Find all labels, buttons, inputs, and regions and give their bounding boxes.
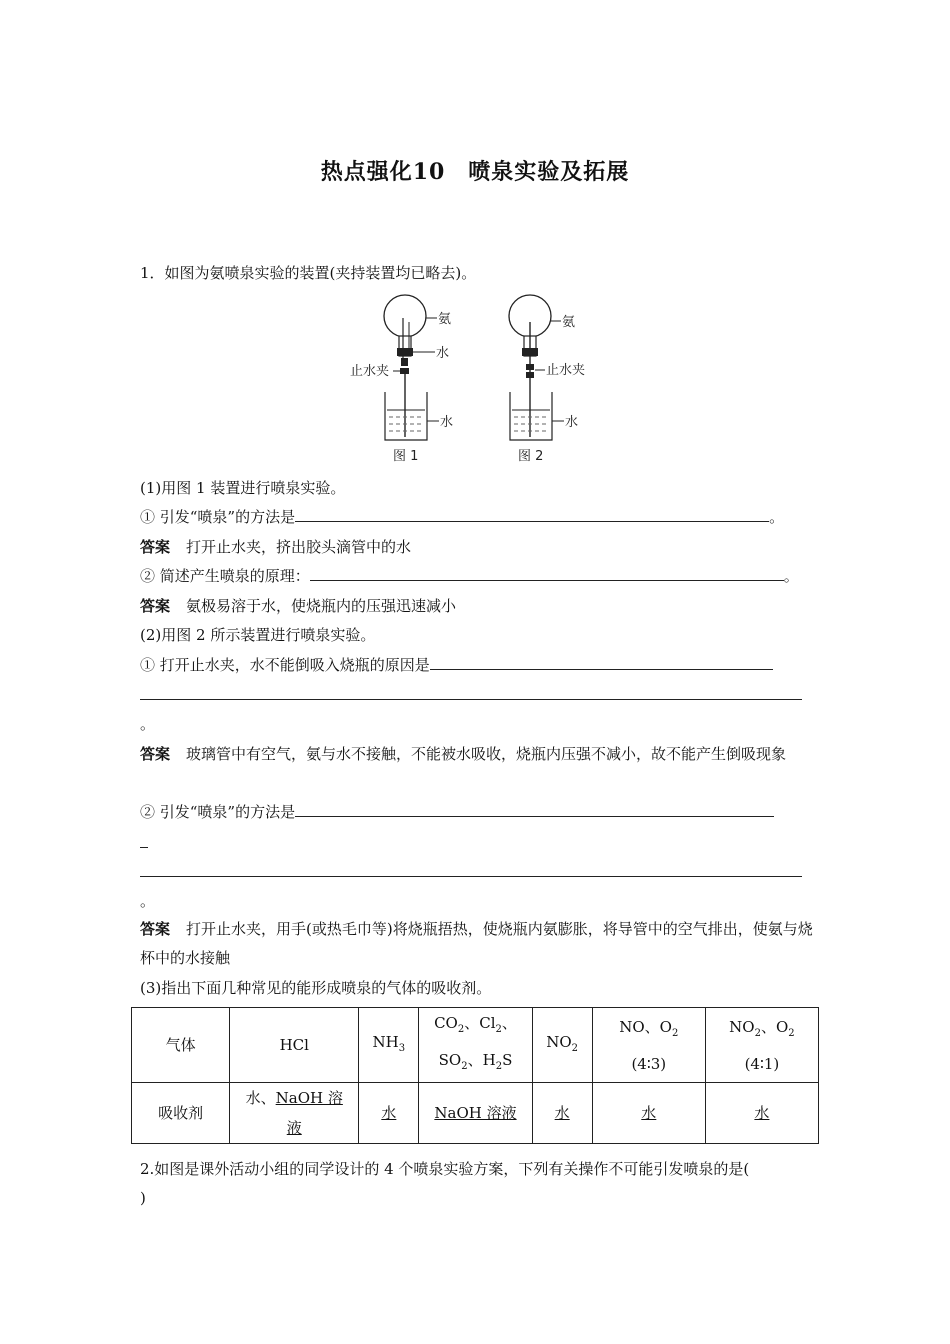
answer-blank — [430, 655, 773, 670]
table-cell: 水 — [532, 1083, 592, 1144]
part-1-heading: (1)用图 1 装置进行喷泉实验。 — [140, 479, 346, 497]
part-1-question-2 — [140, 566, 799, 586]
part-1-question-2-text: ② 简述产生喷泉的原理： — [140, 567, 310, 585]
fig1-label-water-beaker: 水 — [440, 415, 454, 430]
table-row — [132, 1083, 819, 1144]
answer-text: 打开止水夹，用手(或热毛巾等)将烧瓶捂热，使烧瓶内氨膨胀，将导管中的空气排出，使氨与烧杯中的水接触 — [140, 920, 813, 967]
answer-key-label: 答案 — [140, 597, 171, 615]
part-2-heading: (2)用图 2 所示装置进行喷泉实验。 — [140, 626, 376, 644]
table-cell: 水 — [359, 1083, 419, 1144]
period: 。 — [140, 892, 156, 910]
period: 。 — [769, 508, 785, 526]
question-2-stem: 2.如图是课外活动小组的同学设计的 4 个喷泉实验方案，下列有关操作不可能引发喷泉的是( — [140, 1160, 750, 1178]
answer-text: 打开止水夹，挤出胶头滴管中的水 — [186, 538, 412, 556]
part-2-answer-2 — [140, 915, 820, 973]
part-3-heading: (3)指出下面几种常见的能形成喷泉的气体的吸收剂。 — [140, 979, 492, 997]
fig1-label-water-top: 水 — [436, 346, 450, 361]
part-2-question-1-text: ① 打开止水夹，水不能倒吸入烧瓶的原因是 — [140, 656, 430, 674]
table-row — [132, 1008, 819, 1083]
answer-blank — [295, 507, 769, 522]
answer-key-label: 答案 — [140, 745, 171, 763]
table-cell: 水 — [592, 1083, 705, 1144]
table-cell: $NO_2$ — [532, 1008, 592, 1083]
question-2-stem-tail: ) — [140, 1189, 146, 1207]
part-1-answer-1 — [140, 537, 411, 557]
table-cell: NO、$O_2$ (4∶3) — [592, 1008, 705, 1083]
part-2-question-2-text: ② 引发“喷泉”的方法是 — [140, 803, 296, 821]
question-1-stem: 1．如图为氨喷泉实验的装置(夹持装置均已略去)。 — [140, 264, 477, 282]
fig2-caption: 图 2 — [518, 449, 544, 464]
table-cell: $NO_2$、$O_2$ (4∶1) — [705, 1008, 818, 1083]
part-2-question-1 — [140, 655, 773, 675]
table-cell: $NH_3$ — [359, 1008, 419, 1083]
fig2-label-clamp: 止水夹 — [546, 363, 586, 378]
answer-key-label: 答案 — [140, 538, 171, 556]
answer-blank-short — [140, 833, 148, 853]
answer-blank — [295, 802, 774, 817]
absorbent-table — [131, 1007, 819, 1144]
table-header-gas: 气体 — [132, 1008, 230, 1083]
table-cell: 水、NaOH 溶 液 — [230, 1083, 359, 1144]
answer-blank — [310, 566, 784, 581]
answer-key-label: 答案 — [140, 920, 171, 938]
part-1-answer-2 — [140, 596, 456, 616]
answer-blank-line — [140, 862, 802, 882]
fig1-caption: 图 1 — [393, 449, 419, 464]
part-1-question-1-text: ① 引发“喷泉”的方法是 — [140, 508, 296, 526]
period: 。 — [140, 715, 156, 733]
fig2-label-water-beaker: 水 — [565, 415, 579, 430]
table-cell: NaOH 溶液 — [419, 1083, 532, 1144]
fig1-label-clamp: 止水夹 — [350, 364, 390, 379]
period: 。 — [783, 567, 799, 585]
figure-1 — [350, 295, 453, 464]
figure-2 — [509, 295, 585, 464]
part-2-answer-1 — [140, 740, 820, 769]
part-1-question-1 — [140, 507, 784, 527]
table-cell: $CO_2$、$Cl_2$、 $SO_2$、$H_2S$ — [419, 1008, 532, 1083]
table-header-absorbent: 吸收剂 — [132, 1083, 230, 1144]
table-cell: 水 — [705, 1083, 818, 1144]
part-2-question-2 — [140, 802, 774, 822]
answer-blank-line — [140, 685, 802, 705]
fountain-apparatus-figure — [345, 292, 605, 467]
fig2-label-ammonia: 氨 — [562, 315, 576, 330]
page-title: 热点强化10 喷泉实验及拓展 — [320, 159, 630, 185]
answer-text: 氨极易溶于水，使烧瓶内的压强迅速减小 — [186, 597, 457, 615]
answer-text: 玻璃管中有空气，氨与水不接触，不能被水吸收，烧瓶内压强不减小，故不能产生倒吸现象 — [186, 745, 787, 763]
fig1-label-ammonia: 氨 — [438, 312, 452, 327]
table-cell: HCl — [230, 1008, 359, 1083]
